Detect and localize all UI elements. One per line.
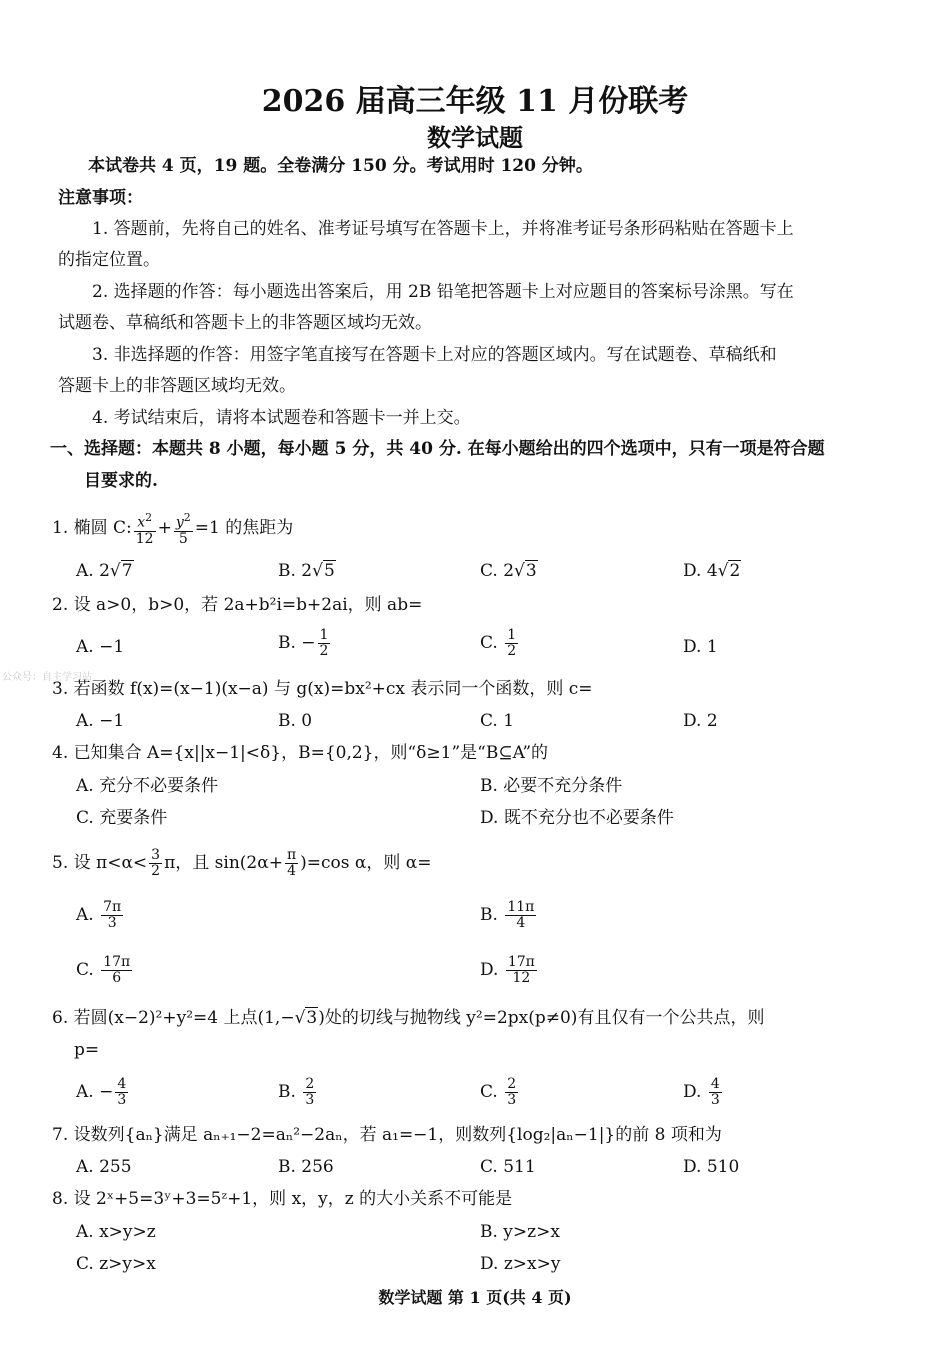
q2-option-c: C. $\frac{1}{2}$ (480, 627, 517, 659)
section-heading-cont: 目要求的. (84, 471, 158, 491)
notice-item-4: 4. 考试结束后，请将本试题卷和答题卡一并上交。 (92, 408, 471, 428)
q5-option-d: D. $\frac{17\pi}{12}$ (480, 954, 535, 986)
question-3: 3. 若函数 f(x)=(x−1)(x−a) 与 g(x)=bx²+cx 表示同一个函数，则 c= (52, 679, 593, 699)
q1-option-b: B. 2√5 (278, 561, 335, 581)
question-6-cont: p= (74, 1040, 100, 1060)
section-heading: 一、选择题：本题共 8 小题，每小题 5 分，共 40 分. 在每小题给出的四个选项中，只有一项是符合题 (50, 439, 825, 459)
notice-item-3-cont: 答题卡上的非答题区域均无效。 (58, 376, 296, 396)
q5-option-a: A. $\frac{7\pi}{3}$ (76, 899, 122, 931)
notice-item-2-cont: 试题卷、草稿纸和答题卡上的非答题区域均无效。 (58, 313, 432, 333)
question-1: 1. 椭圆 C: $\frac{x^2}{12}$ + $\frac{y^2}{5}$ =1 的焦距为 (52, 511, 294, 547)
q8-option-b: B. y>z>x (480, 1222, 560, 1242)
q5-option-c: C. $\frac{17\pi}{6}$ (76, 954, 131, 986)
q3-option-b: B. 0 (278, 711, 313, 731)
question-7: 7. 设数列{aₙ}满足 aₙ₊₁−2=aₙ²−2aₙ，若 a₁=−1，则数列{log₂|aₙ−1|}的前 8 项和为 (52, 1125, 722, 1145)
q2-option-b: B. − $\frac{1}{2}$ (278, 627, 329, 659)
q1-option-c: C. 2√3 (480, 561, 537, 581)
q4-option-a: A. 充分不必要条件 (76, 776, 219, 796)
q6-option-c: C. $\frac{2}{3}$ (480, 1076, 517, 1108)
notice-item-3: 3. 非选择题的作答：用签字笔直接写在答题卡上对应的答题区域内。写在试题卷、草稿纸和 (92, 345, 777, 365)
q1-option-a: A. 2√7 (76, 561, 133, 581)
q7-option-b: B. 256 (278, 1157, 334, 1177)
q6-option-d: D. $\frac{4}{3}$ (683, 1076, 720, 1108)
exam-title: 2026 届高三年级 11 月份联考 (261, 84, 689, 119)
q3-option-a: A. −1 (76, 711, 125, 731)
q4-option-c: C. 充要条件 (76, 808, 168, 828)
q8-option-c: C. z>y>x (76, 1254, 156, 1274)
notice-item-2: 2. 选择题的作答：每小题选出答案后，用 2B 铅笔把答题卡上对应题目的答案标号涂黑。写在 (92, 282, 794, 302)
q2-option-d: D. 1 (683, 637, 718, 657)
q5-option-b: B. $\frac{11\pi}{4}$ (480, 899, 535, 931)
q7-option-d: D. 510 (683, 1157, 740, 1177)
question-8: 8. 设 2ˣ+5=3ʸ+3=5ᶻ+1，则 x，y，z 的大小关系不可能是 (52, 1189, 513, 1209)
watermark: 公众号：自主学习站 (2, 672, 92, 683)
q3-option-c: C. 1 (480, 711, 515, 731)
q8-option-d: D. z>x>y (480, 1254, 561, 1274)
q4-option-d: D. 既不充分也不必要条件 (480, 808, 674, 828)
q4-option-b: B. 必要不充分条件 (480, 776, 623, 796)
q2-option-a: A. −1 (76, 637, 125, 657)
q6-option-b: B. $\frac{2}{3}$ (278, 1076, 315, 1108)
question-2: 2. 设 a>0，b>0，若 2a+b²i=b+2ai，则 ab= (52, 595, 423, 615)
q3-option-d: D. 2 (683, 711, 718, 731)
notice-heading: 注意事项： (58, 188, 143, 208)
question-6: 6. 若圆(x−2)²+y²=4 上点(1,−√3)处的切线与抛物线 y²=2px(p≠0)有且仅有一个公共点，则 (52, 1008, 765, 1028)
notice-item-1-cont: 的指定位置。 (58, 250, 160, 270)
q6-option-a: A. − $\frac{4}{3}$ (76, 1076, 127, 1108)
exam-info: 本试卷共 4 页，19 题。全卷满分 150 分。考试用时 120 分钟。 (88, 156, 593, 176)
page-footer: 数学试题 第 1 页(共 4 页) (378, 1288, 572, 1307)
exam-subject: 数学试题 (427, 123, 523, 152)
question-5: 5. 设 π<α< $\frac{3}{2}$ π，且 sin(2α+ $\frac{\pi}{4}$ )=cos α，则 α= (52, 847, 432, 879)
q8-option-a: A. x>y>z (76, 1222, 156, 1242)
question-4: 4. 已知集合 A={x||x−1|<δ}，B={0,2}，则“δ≥1”是“B⊆A”的 (52, 743, 549, 763)
q1-option-d: D. 4√2 (683, 561, 741, 581)
notice-item-1: 1. 答题前，先将自己的姓名、准考证号填写在答题卡上，并将准考证号条形码粘贴在答题卡上 (92, 219, 794, 239)
q7-option-a: A. 255 (76, 1157, 132, 1177)
q7-option-c: C. 511 (480, 1157, 536, 1177)
